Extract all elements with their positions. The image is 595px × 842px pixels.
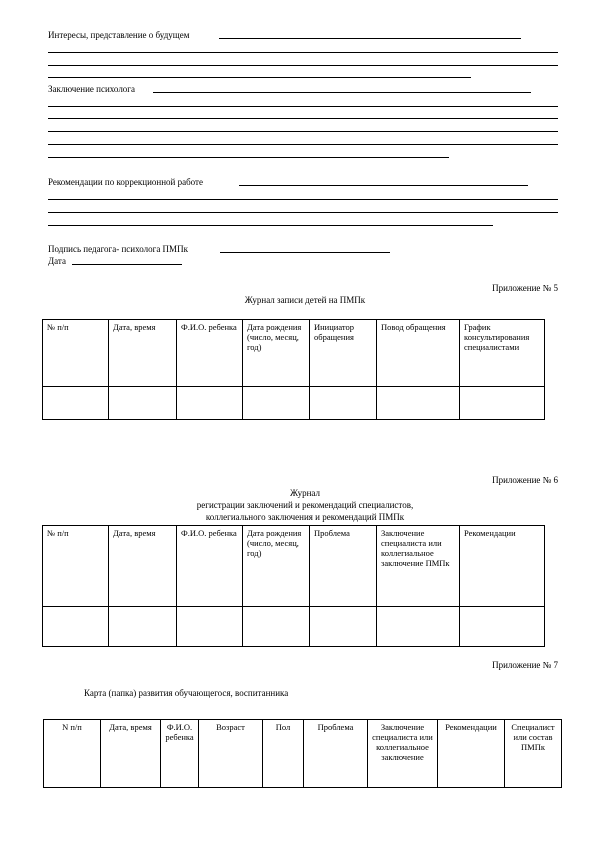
appendix7-label: Приложение № 7 xyxy=(492,660,558,670)
header-cell: Инициатор обращения xyxy=(310,320,377,387)
header-cell: Заключение специалиста или коллегиальное заключение ПМПк xyxy=(377,526,460,607)
table-cell[interactable] xyxy=(43,387,109,420)
date-label: Дата xyxy=(48,256,66,266)
header-cell: Дата рождения (число, месяц, год) xyxy=(243,526,310,607)
table-row xyxy=(43,607,545,647)
header-cell: Дата рождения (число, месяц, год) xyxy=(243,320,310,387)
appendix5-table xyxy=(42,319,545,420)
appendix7-title: Карта (папка) развития обучающегося, воспитанника xyxy=(84,688,289,698)
table-cell[interactable] xyxy=(377,607,460,647)
header-cell: Дата, время xyxy=(101,720,161,788)
header-cell: Рекомендации xyxy=(438,720,505,788)
interests-label: Интересы, представление о будущем xyxy=(48,30,190,40)
recommendations-label: Рекомендации по коррекционной работе xyxy=(48,177,203,187)
appendix6-label: Приложение № 6 xyxy=(492,475,558,485)
appendix6-title-1: Журнал xyxy=(289,488,320,498)
psych-conclusion-label: Заключение психолога xyxy=(48,84,135,94)
appendix6-title-3: коллегиального заключения и рекомендаций ПМПк xyxy=(205,512,405,522)
header-cell: № п/п xyxy=(43,320,109,387)
signature-line[interactable] xyxy=(220,252,390,253)
table-cell[interactable] xyxy=(109,607,177,647)
appendix7-table xyxy=(43,719,562,788)
header-cell: Рекомендации xyxy=(460,526,545,607)
header-cell: Ф.И.О. ребенка xyxy=(177,320,243,387)
interests-line-3[interactable] xyxy=(48,65,558,66)
appendix6-table xyxy=(42,525,545,647)
psych-conclusion-line-6[interactable] xyxy=(48,157,449,158)
table-cell[interactable] xyxy=(243,387,310,420)
recommendations-line-2[interactable] xyxy=(48,199,558,200)
header-cell: Специалист или состав ПМПк xyxy=(505,720,562,788)
interests-line-2[interactable] xyxy=(48,52,558,53)
interests-line[interactable] xyxy=(219,38,521,39)
table-cell[interactable] xyxy=(109,387,177,420)
table-cell[interactable] xyxy=(177,387,243,420)
table-cell[interactable] xyxy=(310,387,377,420)
header-cell: N п/п xyxy=(44,720,101,788)
header-cell: График консультирования специалистами xyxy=(460,320,545,387)
table-header-row xyxy=(44,720,562,788)
table-cell[interactable] xyxy=(460,387,545,420)
table-cell[interactable] xyxy=(243,607,310,647)
table-cell[interactable] xyxy=(460,607,545,647)
header-cell: Повод обращения xyxy=(377,320,460,387)
header-cell: Дата, время xyxy=(109,320,177,387)
table-row xyxy=(43,387,545,420)
appendix5-label: Приложение № 5 xyxy=(492,283,558,293)
table-header-row xyxy=(43,526,545,607)
header-cell: Проблема xyxy=(310,526,377,607)
header-cell: Заключение специалиста или коллегиальное заключение xyxy=(368,720,438,788)
psych-conclusion-line-2[interactable] xyxy=(48,106,558,107)
recommendations-line-3[interactable] xyxy=(48,212,558,213)
psych-conclusion-line-4[interactable] xyxy=(48,131,558,132)
header-cell: Ф.И.О. ребенка xyxy=(161,720,199,788)
table-cell[interactable] xyxy=(43,607,109,647)
psych-conclusion-line[interactable] xyxy=(153,92,531,93)
header-cell: Дата, время xyxy=(109,526,177,607)
header-cell: Проблема xyxy=(304,720,368,788)
table-cell[interactable] xyxy=(377,387,460,420)
table-cell[interactable] xyxy=(177,607,243,647)
table-cell[interactable] xyxy=(310,607,377,647)
table-header-row xyxy=(43,320,545,387)
recommendations-line[interactable] xyxy=(239,185,528,186)
header-cell: Пол xyxy=(263,720,304,788)
recommendations-line-4[interactable] xyxy=(48,225,493,226)
psych-conclusion-line-3[interactable] xyxy=(48,118,558,119)
header-cell: Возраст xyxy=(199,720,263,788)
appendix6-title-2: регистрации заключений и рекомендаций специалистов, xyxy=(196,500,414,510)
header-cell: Ф.И.О. ребенка xyxy=(177,526,243,607)
signature-label: Подпись педагога- психолога ПМПк xyxy=(48,244,188,254)
interests-line-4[interactable] xyxy=(48,77,471,78)
psych-conclusion-line-5[interactable] xyxy=(48,144,558,145)
date-line[interactable] xyxy=(72,264,182,265)
appendix5-title: Журнал записи детей на ПМПк xyxy=(244,295,366,305)
header-cell: № п/п xyxy=(43,526,109,607)
